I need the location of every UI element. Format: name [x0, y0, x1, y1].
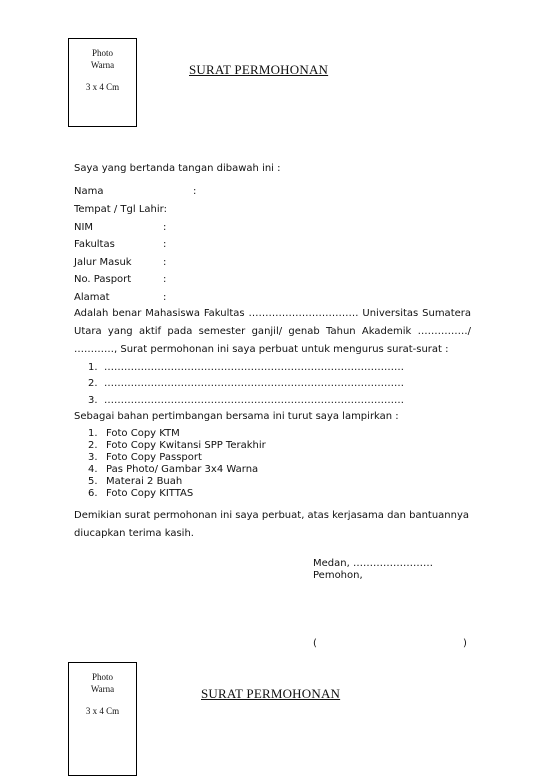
field-colon: : — [193, 186, 197, 197]
purpose-blank: ……………………………………………………………………………… — [104, 378, 404, 389]
attachment-number: 5. — [88, 476, 98, 487]
field-label-alamat: Alamat — [74, 292, 110, 303]
attachment-item: Foto Copy KITTAS — [106, 488, 194, 499]
photo-label-warna: Warna — [90, 684, 115, 694]
purpose-blank: ……………………………………………………………………………… — [104, 395, 404, 406]
field-colon: : — [163, 239, 167, 250]
photo-label-warna: Warna — [90, 60, 115, 70]
field-colon: : — [163, 257, 167, 268]
field-colon: : — [163, 292, 167, 303]
document-title-second: SURAT PERMOHONAN — [201, 686, 341, 701]
attachment-number: 1. — [88, 428, 98, 439]
signature-close-paren: ) — [463, 638, 467, 649]
attachment-item: Pas Photo/ Gambar 3x4 Warna — [106, 464, 259, 475]
field-label-jalur-masuk: Jalur Masuk — [74, 257, 132, 268]
purpose-number: 2. — [88, 378, 98, 389]
field-label-fakultas: Fakultas — [74, 239, 115, 250]
attachment-item: Materai 2 Buah — [106, 476, 183, 487]
photo-box-second — [68, 662, 137, 776]
purpose-blank: ……………………………………………………………………………… — [104, 362, 404, 373]
field-label-no-pasport: No. Pasport — [74, 274, 132, 285]
attachments-intro: Sebagai bahan pertimbangan bersama ini turut saya lampirkan : — [74, 411, 399, 422]
signature-open-paren: ( — [313, 638, 317, 649]
field-colon: : — [163, 274, 167, 285]
purpose-number: 1. — [88, 362, 98, 373]
document-title: SURAT PERMOHONAN — [189, 62, 329, 77]
attachment-number: 2. — [88, 440, 98, 451]
attachment-number: 6. — [88, 488, 98, 499]
closing-line-2: diucapkan terima kasih. — [74, 528, 194, 539]
intro-text: Saya yang bertanda tangan dibawah ini : — [74, 163, 281, 174]
photo-size: 3 x 4 Cm — [85, 706, 120, 716]
photo-label: Photo — [91, 672, 113, 682]
statement-line-2: Utara yang aktif pada semester ganjil/ genab Tahun Akademik ……………/ — [74, 326, 471, 337]
attachment-item: Foto Copy Passport — [106, 452, 202, 463]
photo-box — [68, 38, 137, 127]
attachment-item: Foto Copy KTM — [106, 428, 180, 439]
attachment-item: Foto Copy Kwitansi SPP Terakhir — [106, 440, 266, 451]
attachment-number: 4. — [88, 464, 98, 475]
photo-size: 3 x 4 Cm — [85, 82, 120, 92]
field-colon: : — [163, 222, 167, 233]
purpose-number: 3. — [88, 395, 98, 406]
signature-role: Pemohon, — [313, 570, 363, 581]
field-label-nim: NIM — [74, 222, 94, 233]
statement-line-3: …………, Surat permohonan ini saya perbuat untuk mengurus surat-surat : — [74, 344, 449, 355]
closing-line-1: Demikian surat permohonan ini saya perbuat, atas kerjasama dan bantuannya — [74, 510, 470, 521]
signature-place-date: Medan, …………………… — [313, 558, 433, 569]
attachment-number: 3. — [88, 452, 98, 463]
field-label-nama: Nama — [74, 186, 104, 197]
field-label-tempat-tgl-lahir: Tempat / Tgl Lahir: — [74, 204, 167, 215]
statement-line-1: Adalah benar Mahasiswa Fakultas …………………………… Universitas Sumatera — [74, 308, 471, 319]
photo-label: Photo — [91, 48, 113, 58]
